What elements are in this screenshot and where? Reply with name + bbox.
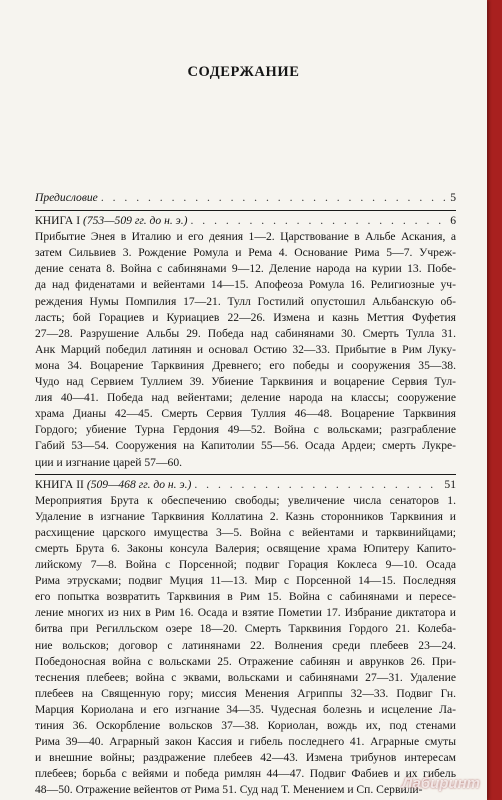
toc-text-line: плебеев на Священную гору; миссия Менения Агриппы 32—33. Подвиг Гн. (35, 686, 456, 700)
toc-text-line: храма Дианы 42—45. Смерть Сервия Туллия 46—48. Воцарение Тарквиния (35, 407, 456, 421)
toc-text-line: смерть Брута 6. Законы консула Валерия; освящение храма Юпитеру Капито- (35, 541, 456, 555)
toc-text-line: теснения плебеев; война с эквами, вольсками и сабинянами 27—31. Удаление (35, 670, 456, 684)
toc-text-line: битва при Регилльском озере 18—20. Смерть Тарквиния Гордого 21. Колеба- (35, 622, 456, 636)
toc-text-line: Рима 39—40. Аграрный закон Кассия и гибель последнего 41. Аграрные смуты (35, 735, 456, 749)
toc-text-line: лийскому 7—8. Война с Порсенной; подвиг Горация Коклеса 9—10. Осада (35, 558, 456, 572)
toc-text-line: Анк Марций победил латинян и основал Остию 32—33. Прибытие в Рим Луку- (35, 342, 456, 356)
preface-page: 5 (450, 191, 456, 204)
toc-text-line: да над фиденатами и вейентами 14—15. Апофеоза Ромула 16. Религиозные уч- (35, 278, 456, 292)
page-title: СОДЕРЖАНИЕ (187, 64, 300, 80)
book-1-label: КНИГА I (35, 214, 81, 228)
divider (35, 210, 456, 211)
toc-text-line: ние вольсков; договор с латинянами 22. Волнения среди плебеев 23—24. (35, 638, 456, 652)
toc-entry-book-1 (35, 213, 456, 229)
toc-entry-book-2 (35, 477, 456, 493)
toc-text-line: плебеев; борьба с вейями и победа римлян 44—47. Подвиг Фабиев и их гибель (35, 767, 456, 781)
toc-text-line: ласть; бой Горациев и Куриациев 22—26. Измена и казнь Меттия Фуфетия (35, 310, 456, 324)
dot-leader (191, 213, 448, 229)
toc-text-line: тиния 36. Оскорбление вольсков 37—38. Кориолан, вождь их, под стенами (35, 719, 456, 732)
book-2-page: 51 (444, 477, 456, 491)
toc-text-line: Марция Кориолана и его изгнание 34—35. Чудесная болезнь и исцеление Ла- (35, 702, 456, 716)
book-2-range: (509—468 гг. до н. э.) (86, 477, 192, 491)
toc-text-line: Гордого; убиение Турна Гердония 49—52. Война с вольсками; разграбление (35, 423, 456, 437)
toc-text-line: мона 34. Воцарение Тарквиния Древнего; его победы и сооружения 35—38. (35, 358, 456, 372)
book-1-page: 6 (450, 214, 456, 228)
book-2-label: КНИГА II (35, 477, 84, 491)
toc-text-line: 27—28. Разрушение Альбы 29. Победа над сабинянами 30. Смерть Тулла 31. (35, 326, 456, 340)
toc-text-line: ции и изгнание царей 57—60. (35, 455, 183, 469)
toc-text-line: 48—50. Отражение вейентов от Рима 51. Суд над Т. Менением и Сп. Сервили- (35, 783, 423, 797)
toc-text-line: лия 40—41. Победа над вейентами; деление народа на классы; сооружение (35, 391, 456, 405)
table-of-contents (35, 190, 456, 798)
book-2-contents (35, 493, 456, 799)
toc-text-line: Победоносная война с вольсками 25. Отражение сабинян и аврунков 26. При- (35, 654, 456, 668)
dot-leader (101, 190, 447, 206)
preface-label: Предисловие (35, 191, 98, 204)
book-1-contents (35, 229, 456, 470)
toc-text-line: Прибытие Энея в Италию и его деяния 1—2. Царствование в Альбе Аскания, а (35, 230, 456, 244)
toc-text-line: его попытка возвратить Тарквиния в Рим 15. Война с сабинянами и пересе- (35, 590, 456, 604)
dot-leader (194, 477, 441, 493)
toc-text-line: Габий 53—54. Сооружения на Капитолии 55—56. Осада Ардеи; смерть Лукре- (35, 439, 456, 453)
toc-text-line: и внешние войны; раздражение плебеев 42—43. Измена трибунов интересам (35, 751, 456, 765)
toc-text-line: Чудо над Сервием Туллием 39. Убиение Тарквиния и воцарение Сервия Тул- (35, 375, 456, 389)
toc-text-line: Удаление в изгнание Тарквиния Коллатина 2. Казнь сторонников Тарквиния и (35, 509, 456, 523)
book-1-range: (753—509 гг. до н. э.) (82, 214, 188, 228)
toc-text-line: Рима этрусками; подвиг Муция 11—13. Мир с Порсенной 14—15. Последняя (35, 574, 456, 588)
toc-text-line: расхищение царского имущества 3—5. Война с вейентами и тарквинийцами; (35, 525, 456, 539)
watermark: Лабиринт (401, 775, 480, 792)
toc-text-line: затем Сильвиев 3. Рождение Ромула и Рема 4. Основание Рима 5—7. Учреж- (35, 246, 456, 260)
divider (35, 474, 456, 475)
toc-text-line: ление многих из них в Рим 16. Осада и взятие Пометии 17. Избрание диктатора и (35, 606, 456, 620)
toc-text-line: Мероприятия Брута к обеспечению свободы; увеличение числа сенаторов 1. (35, 493, 456, 507)
toc-text-line: реждения Нумы Помпилия 17—21. Тулл Гостилий опустошил Альбанскую об- (35, 294, 456, 308)
toc-entry-preface (35, 190, 456, 206)
toc-text-line: дение сената 8. Война с сабинянами 9—12. Деление народа на курии 13. Побе- (35, 262, 456, 276)
